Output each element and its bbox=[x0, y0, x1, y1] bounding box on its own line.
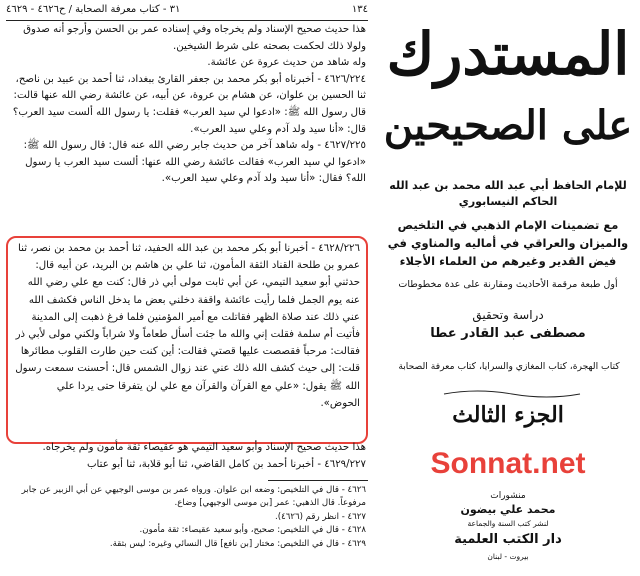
book-title: المستدرك bbox=[386, 20, 630, 88]
footnote: ٤٦٢٧ - انظر رقم (٤٦٢٦). bbox=[275, 511, 366, 522]
paragraph: وله شاهد من حديث عروة عن عائشة. bbox=[207, 57, 366, 69]
paragraph: ٤٦٢٧/٢٢٥ - وله شاهد آخر من حديث جابر رضي الله عنه قال: قال رسول الله ﷺ: «ادعوا لي سيد العرب» فقالت عائشة رضي الله عنها: ألست سيد العرب يا رسول الله؟ فقال: «أنا سيد ولد آدم وعلي سيد العرب». bbox=[23, 140, 366, 185]
publisher-label: منشورات bbox=[490, 491, 526, 501]
paragraph: هذا حديث صحيح الإسناد وأبو سعيد التيمي هو عقيصاء ثقة مأمون ولم يخرجاه. bbox=[42, 442, 366, 453]
description: مع تضمينات الإمام الذهبي في التلخيص والميزان والعراقي في أماليه والمناوي في فيض القدير وغيرهم من العلماء الأجلاء bbox=[387, 218, 629, 268]
page-header bbox=[6, 2, 368, 21]
site-watermark: Sonnat.net bbox=[430, 447, 586, 480]
publisher-city: بيروت - لبنان bbox=[487, 552, 529, 561]
editor-name: مصطفى عبد القادر عطا bbox=[430, 326, 586, 341]
publisher-name: محمد علي بيضون bbox=[460, 503, 556, 516]
footnote: ٤٦٢٩ - قال في التلخيص: مختار [بن نافع] قال النسائي وغيره: ليس بثقة. bbox=[109, 538, 366, 549]
paragraph: ٤٦٢٦/٢٢٤ - أخبرناه أبو بكر محمد بن جعفر القارئ ببغداد، ثنا أحمد بن عبيد بن ناصح، ثنا الحسين بن علوان، عن هشام بن عروة، عن أبيه، عن عائشة رضي الله عنها قالت: قال رسول الله ﷺ: «ادعوا لي سيد العرب» فقلت: يا رسول الله ألست سيد العرب؟ قال: «أنا سيد ولد آدم وعلي سيد العرب». bbox=[12, 73, 366, 135]
volume-contents: كتاب الهجرة، كتاب المغازي والسرايا، كتاب معرفة الصحابة bbox=[398, 361, 620, 372]
footnote: ٤٦٢٦ - قال في التلخيص: وضعه ابن علوان. ورواه عمر بن موسى الوجيهي عن أبي الزبير عن جابر مرفوعاً. قال الذهبي: عمر [بن موسى الوجيهي] وضاع. bbox=[21, 485, 366, 509]
paragraph: هذا حديث صحيح الإسناد ولم يخرجاه وفي إسناده عمر بن الحسن وأرجو أنه صدوق ولولا ذلك لحكمت بصحته على شرط الشيخين. bbox=[23, 24, 366, 52]
paragraph: ٤٦٢٩/٢٢٧ - أخبرنا أحمد بن كامل القاضي، ثنا أبو قلابة، ثنا أبو عتاب bbox=[86, 458, 366, 470]
highlight-box bbox=[6, 236, 368, 444]
publisher-note: لنشر كتب السنة والجماعة bbox=[467, 519, 549, 528]
running-title: ٣١ - كتاب معرفة الصحابة / ح٤٦٢٦ - ٤٦٢٩ bbox=[6, 4, 181, 15]
footnote-separator bbox=[268, 480, 368, 481]
after-box-text bbox=[8, 440, 366, 473]
footnote: ٤٦٢٨ - قال في التلخيص: صحيح، وأبو سعيد عقيصاء: ثقة مأمون. bbox=[139, 525, 366, 536]
page-number: ١٣٤ bbox=[351, 4, 368, 15]
footnotes bbox=[8, 484, 366, 551]
author-line: للإمام الحافظ أبي عبد الله محمد بن عبد الله الحاكم النيسابوري bbox=[389, 179, 627, 208]
highlighted-hadith: ٤٦٢٨/٢٢٦ - أخبرنا أبو بكر محمد بن عبد الله الحفيد، ثنا أحمد بن محمد بن نصر، ثنا عمرو بن طلحة القناد الثقة المأمون، ثنا علي بن هاشم بن البريد، عن أبيه قال: حدثني أبو سعيد التيمي، عن أبي ثابت مولى أبي ذر قال: كنت مع علي رضي الله عنه يوم الجمل فلما رأيت عائشة واقفة دخلني بعض ما يدخل الناس فكشف الله عني ذلك عند صلاة الظهر فقاتلت مع أمير المؤمنين فلما فرغ ذهبت إلى المدينة فأتيت أم سلمة فقلت إني والله ما جئت أسأل طعاماً ولا شراباً ولكني مولى لأبي ذر فقالت: مرحباً فقصصت عليها قصتي فقالت: أين كنت حين طارت القلوب مطائرها قلت: إلى حيث كشف الله ذلك عني عند زوال الشمس قال: أحسنت سمعت رسول الله ﷺ يقول: «علي مع القرآن والقرآن مع علي لن يتفرقا حتى يردا علي الحوض». bbox=[15, 243, 360, 409]
edition-note: أول طبعة مرقمة الأحاديث ومقارنة على عدة مخطوطات bbox=[398, 279, 618, 290]
study-label: دراسة وتحقيق bbox=[472, 308, 544, 322]
page-body bbox=[8, 22, 366, 188]
book-subtitle: على الصحيحين bbox=[383, 102, 633, 149]
publisher-house: دار الكتب العلمية bbox=[454, 532, 562, 547]
flourish-ornament bbox=[442, 388, 582, 400]
cover-page bbox=[376, 0, 640, 576]
volume-number: الجزء الثالث bbox=[452, 402, 564, 428]
